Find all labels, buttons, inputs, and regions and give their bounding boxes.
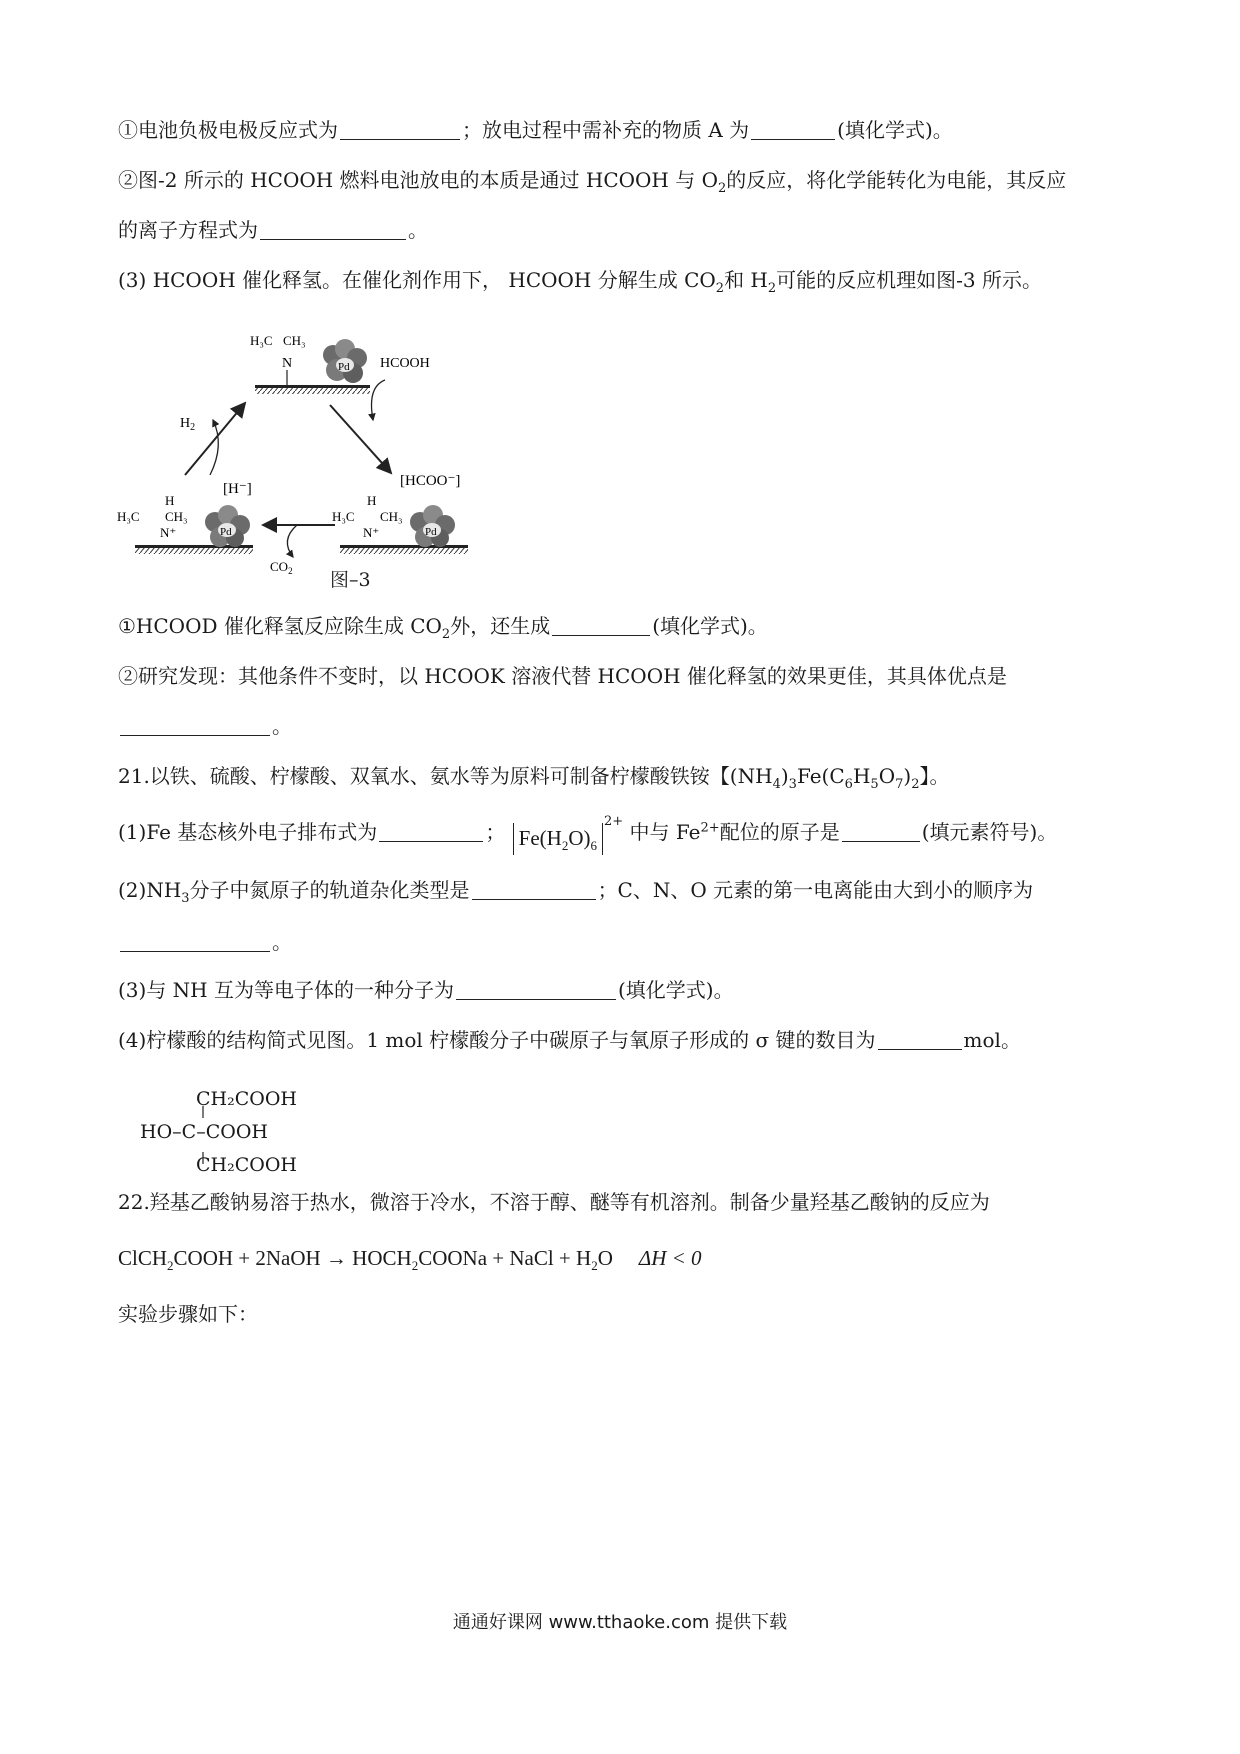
text: ②图-2 所示的 HCOOH 燃料电池放电的本质是通过 HCOOH 与 O	[118, 168, 718, 192]
co2-release-arrow	[287, 525, 297, 557]
catalyst-bottom-right	[332, 473, 468, 554]
question-21-part-2-cont	[118, 928, 292, 956]
label-pd: Pd	[338, 361, 350, 373]
text: ①电池负极电极反应式为	[118, 118, 338, 142]
subscript: 6	[844, 777, 853, 792]
label-h3c: H₃C	[250, 333, 273, 348]
structure-row-1: CH₂COOH	[196, 1088, 297, 1110]
subscript: 4	[772, 777, 781, 792]
text: 】。	[919, 764, 950, 788]
answer-blank[interactable]	[379, 821, 483, 842]
text: (1)Fe 基态核外电子排布式为	[118, 820, 378, 844]
pd-cluster	[410, 505, 455, 547]
label-n-plus: N⁺	[160, 525, 177, 540]
text: 。	[408, 218, 428, 242]
question-21-part-2	[118, 876, 1033, 904]
answer-blank[interactable]	[120, 931, 270, 952]
subscript: 5	[870, 777, 879, 792]
question-22-steps-intro	[118, 1300, 258, 1328]
text: ②研究发现：其他条件不变时，以 HCOOK 溶液代替 HCOOH 催化释氢的效果更佳，其具体优点是	[118, 664, 1007, 688]
answer-blank[interactable]	[456, 979, 616, 1000]
question-line-6	[118, 662, 1007, 690]
text: 可能的反应机理如图-3 所示。	[776, 268, 1042, 292]
subscript: 2	[441, 627, 451, 642]
subscript: 3	[788, 777, 797, 792]
text: ；放电过程中需补充的物质 A 为	[462, 118, 750, 142]
label-ch3: CH₃	[165, 509, 188, 524]
label-pd: Pd	[425, 526, 437, 538]
label-n: N	[282, 356, 293, 371]
label-co2: $CO_2$	[270, 559, 293, 576]
text: 的反应，将化学能转化为电能，其反应	[726, 168, 1067, 192]
page-footer: 通通好课网 www.tthaoke.com 提供下载	[452, 1612, 788, 1633]
subscript: 7	[895, 777, 904, 792]
catalyst-top	[250, 333, 370, 394]
hcooh-input-arrow	[372, 380, 386, 420]
text: 的离子方程式为	[118, 218, 258, 242]
answer-blank[interactable]	[472, 879, 596, 900]
label-ch3: CH₃	[380, 509, 403, 524]
question-line-1	[118, 116, 953, 144]
answer-blank[interactable]	[340, 119, 460, 140]
answer-blank[interactable]	[878, 1029, 962, 1050]
structure-row-2: HO–C–COOH	[140, 1121, 268, 1143]
text: (3)与 NH 互为等电子体的一种分子为	[118, 978, 454, 1002]
subscript: 2	[911, 777, 920, 792]
label-h3c: H₃C	[332, 509, 355, 524]
text: (填化学式)。	[652, 614, 768, 638]
question-line-2	[118, 166, 1066, 194]
question-21-stem	[118, 762, 949, 790]
question-line-4	[118, 266, 1042, 294]
text: 和 H	[724, 268, 768, 292]
text: 。	[272, 930, 292, 954]
text: (3) HCOOH 催化释氢。在催化剂作用下， HCOOH 分解生成 CO	[118, 268, 716, 292]
label-hcoo-minus: [HCOO⁻]	[400, 473, 461, 489]
figure-caption: 图–3	[330, 569, 371, 591]
superscript: 2+	[604, 814, 624, 829]
text: 实验步骤如下：	[118, 1302, 258, 1326]
text: (填化学式)。	[837, 118, 953, 142]
text: )	[903, 764, 912, 788]
subscript: 2	[767, 281, 777, 296]
text: O	[878, 764, 896, 788]
reaction-equation: ClCH$_2$COOH + 2NaOH → $HOCH_2COONa$ + NaCl + $H_2O$ ΔH < 0	[118, 1246, 702, 1274]
text: H	[852, 764, 871, 788]
text: 21.以铁、硫酸、柠檬酸、双氧水、氨水等为原料可制备柠檬酸铁铵【(NH	[118, 764, 773, 788]
label-h3c: H₃C	[117, 509, 140, 524]
structure-bonds	[198, 1106, 208, 1176]
question-line-3	[118, 216, 428, 244]
label-pd: Pd	[220, 526, 232, 538]
pd-cluster	[323, 339, 367, 383]
text: Fe(C	[796, 764, 845, 788]
label-h: H	[165, 493, 175, 508]
text: 中与 Fe	[629, 820, 701, 844]
text: )	[780, 764, 789, 788]
text: 。	[272, 714, 292, 738]
text: ①HCOOD 催化释氢反应除生成 CO	[118, 614, 442, 638]
question-21-part-1	[118, 814, 1058, 855]
pd-cluster	[205, 505, 250, 547]
answer-blank[interactable]	[120, 715, 270, 736]
complex-ion-formula: $Fe(H_2O)_6$	[513, 823, 603, 855]
text: mol。	[963, 1028, 1021, 1052]
answer-blank[interactable]	[751, 119, 835, 140]
label-ch3: CH₃	[283, 333, 306, 348]
question-line-7	[118, 712, 292, 740]
answer-blank[interactable]	[552, 615, 650, 636]
structure-row-3: CH₂COOH	[196, 1154, 297, 1176]
reaction-mechanism-figure	[117, 325, 535, 595]
subscript: 2	[715, 281, 725, 296]
subscript: 2	[717, 181, 727, 196]
question-22-stem	[118, 1188, 990, 1216]
text: 外，还生成	[450, 614, 551, 638]
question-21-part-4	[118, 1026, 1021, 1054]
text: (填元素符号)。	[921, 820, 1058, 844]
text: (2)NH	[118, 878, 182, 902]
label-h-minus: [H⁻]	[223, 481, 252, 497]
text: 分子中氮原子的轨道杂化类型是	[189, 878, 470, 902]
superscript: 2+	[700, 820, 720, 836]
text: ；	[485, 820, 506, 844]
answer-blank[interactable]	[842, 821, 920, 842]
label-n-plus: N⁺	[363, 525, 380, 540]
question-line-5	[118, 612, 768, 640]
h2-release-arrow	[210, 420, 218, 475]
catalyst-bottom-left	[117, 481, 253, 554]
text: 22.羟基乙酸钠易溶于热水，微溶于冷水，不溶于醇、醚等有机溶剂。制备少量羟基乙酸钠的反应为	[118, 1190, 990, 1214]
answer-blank[interactable]	[260, 219, 406, 240]
subscript: 3	[181, 891, 190, 906]
arrow-down	[330, 405, 391, 473]
label-h2: $H_2$	[180, 416, 196, 433]
text: 配位的原子是	[719, 820, 840, 844]
text: ；C、N、O 元素的第一电离能由大到小的顺序为	[597, 878, 1034, 902]
label-h: H	[367, 493, 377, 508]
text: (填化学式)。	[618, 978, 734, 1002]
citric-acid-structure	[140, 1083, 297, 1182]
label-hcooh: HCOOH	[380, 356, 430, 371]
question-21-part-3	[118, 976, 734, 1004]
text: (4)柠檬酸的结构简式见图。1 mol 柠檬酸分子中碳原子与氧原子形成的 σ 键的数目为	[118, 1028, 876, 1052]
